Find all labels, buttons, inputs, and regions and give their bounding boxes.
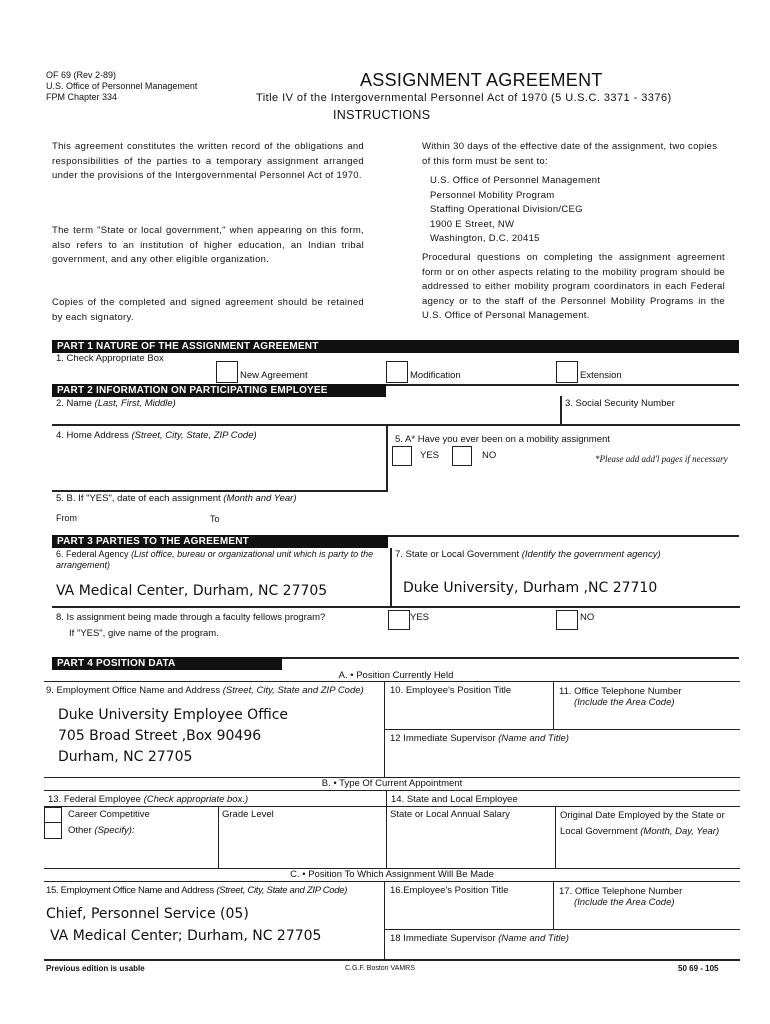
f17-hint: (Include the Area Code) <box>574 897 675 908</box>
assignment-dates-label: 5. B. If "YES", date of each assignment (Month and Year) <box>56 493 297 504</box>
instructions-left-p3: Copies of the completed and signed agreement should be retained by each signatory. <box>52 297 364 323</box>
annual-salary-label: State or Local Annual Salary <box>390 809 510 820</box>
additional-pages-note: *Please add add'l pages if necessary <box>595 454 728 464</box>
instructions-right-p2: Procedural questions on completing the assignment agreement form or on other aspects relating to the mobility program should be addressed to either mobility program coordinators in each Federal agency or to the staff of the Personnel Mobility Programs in the U.S. Office of Personal Management. <box>422 252 725 321</box>
mobility-no-label: NO <box>482 450 497 461</box>
address-line: U.S. Office of Personnel Management <box>430 175 601 186</box>
new-agreement-checkbox[interactable] <box>216 361 238 383</box>
mobility-no-checkbox[interactable] <box>452 446 472 466</box>
footer-edition: Previous edition is usable <box>46 964 145 973</box>
f14-label: 14. State and Local Employee <box>391 794 518 805</box>
mobility-yes-label: YES <box>420 450 440 461</box>
address-line: Personnel Mobility Program <box>430 189 555 201</box>
address-line: Duke University Employee Office <box>58 707 289 723</box>
address-line: VA Medical Center; Durham, NC 27705 <box>50 928 322 944</box>
f13-label: 13. Federal Employee (Check appropriate box.) <box>48 794 249 805</box>
instructions-left-p1: This agreement constitutes the written record of the obligations and responsibilities of the parties to a temporary assignment arranged under the provisions of the Intergovernmental Personnel Act of 1970. <box>52 141 364 181</box>
form-number: OF 69 (Rev 2-89) <box>46 70 117 80</box>
instructions-left-p2: The term "State or local government," when appearing on this form, also refers to an institution of higher education, an Indian tribal government, and any other eligible organization. <box>52 225 364 265</box>
f10-label: 10. Employee's Position Title <box>390 685 512 696</box>
f9-value[interactable] <box>58 705 288 768</box>
home-address-label: 4. Home Address (Street, City, State, ZIP Code) <box>56 430 257 441</box>
career-competitive-label: Career Competitive <box>68 809 150 820</box>
address-line: Chief, Personnel Service (05) <box>46 906 249 922</box>
f16-label: 16.Employee's Position Title <box>390 885 509 896</box>
footer-form-code: 50 69 - 105 <box>678 964 719 973</box>
original-date-label: Original Date Employed by the State or Local Government (Month, Day, Year) <box>560 810 725 837</box>
f9-label: 9. Employment Office Name and Address (Street, City, State and ZIP Code) <box>46 685 364 696</box>
grade-level-label: Grade Level <box>222 809 274 820</box>
section-c-label: C. • Position To Which Assignment Will Be Made <box>290 869 494 880</box>
part2-heading: PART 2 INFORMATION ON PARTICIPATING EMPLOYEE <box>52 384 386 397</box>
address-line: Staffing Operational Division/CEG <box>430 204 583 215</box>
fellows-sub-label: If "YES", give name of the program. <box>69 628 219 639</box>
f18-label: 18 Immediate Supervisor (Name and Title) <box>390 933 569 944</box>
fellows-no-checkbox[interactable] <box>556 610 578 630</box>
new-agreement-label: New Agreement <box>240 370 308 381</box>
mobility-question-label: 5. A* Have you ever been on a mobility assignment <box>395 434 610 445</box>
instructions-right-p1: Within 30 days of the effective date of the assignment, two copies of this form must be sent to: <box>422 141 718 167</box>
state-gov-label: 7. State or Local Government (Identify the government agency) <box>395 549 661 560</box>
fellows-yes-checkbox[interactable] <box>388 610 410 630</box>
mobility-yes-checkbox[interactable] <box>392 446 412 466</box>
instructions-heading: INSTRUCTIONS <box>333 108 431 122</box>
address-line: 705 Broad Street ,Box 90496 <box>58 728 262 744</box>
extension-label: Extension <box>580 370 622 381</box>
f12-label: 12 Immediate Supervisor (Name and Title) <box>390 733 569 744</box>
page-title: ASSIGNMENT AGREEMENT <box>360 70 603 90</box>
section-a-label: A. • Position Currently Held <box>338 670 454 681</box>
fpm-chapter: FPM Chapter 334 <box>46 92 118 102</box>
page-subtitle: Title IV of the Intergovernmental Personnel Act of 1970 (5 U.S.C. 3371 - 3376) <box>256 92 672 104</box>
extension-checkbox[interactable] <box>556 361 578 383</box>
address-line: Washington, D.C. 20415 <box>430 233 540 244</box>
modification-checkbox[interactable] <box>386 361 408 383</box>
check-box-label: 1. Check Appropriate Box <box>56 353 164 364</box>
federal-agency-value[interactable]: VA Medical Center, Durham, NC 27705 <box>56 583 328 599</box>
f11-label: 11. Office Telephone Number <box>559 686 682 697</box>
state-gov-value[interactable]: Duke University, Durham ,NC 27710 <box>403 580 658 596</box>
ssn-label: 3. Social Security Number <box>565 398 675 409</box>
federal-agency-label: 6. Federal Agency (List office, bureau or organizational unit which is party to the arrangement) <box>56 549 374 570</box>
part1-heading: PART 1 NATURE OF THE ASSIGNMENT AGREEMENT <box>52 340 739 353</box>
name-label: 2. Name (Last, First, Middle) <box>56 398 176 409</box>
part4-heading: PART 4 POSITION DATA <box>52 657 282 670</box>
to-label: To <box>210 514 220 524</box>
opm-address <box>430 174 600 247</box>
fellows-question: 8. Is assignment being made through a faculty fellows program? <box>56 612 326 623</box>
from-label: From <box>56 513 77 523</box>
part3-heading: PART 3 PARTIES TO THE AGREEMENT <box>52 535 388 548</box>
other-label: Other (Specify): <box>68 825 135 836</box>
address-line: 1900 E Street, NW <box>430 218 515 230</box>
address-line: Durham, NC 27705 <box>58 749 193 765</box>
f15-label: 15. Employment Office Name and Address (Street, City, State and ZIP Code) <box>46 885 348 896</box>
agency-name: U.S. Office of Personnel Management <box>46 81 198 91</box>
fellows-yes-label: YES <box>410 612 430 623</box>
other-checkbox[interactable] <box>44 822 62 839</box>
f15-value[interactable] <box>46 903 321 947</box>
section-b-label: B. • Type Of Current Appointment <box>321 778 463 789</box>
modification-label: Modification <box>410 370 461 381</box>
f11-hint: (Include the Area Code) <box>574 697 675 708</box>
fellows-no-label: NO <box>580 612 595 623</box>
f17-label: 17. Office Telephone Number <box>559 886 683 897</box>
footer-printer: C.G.F. Boston VAMRS <box>345 965 415 972</box>
